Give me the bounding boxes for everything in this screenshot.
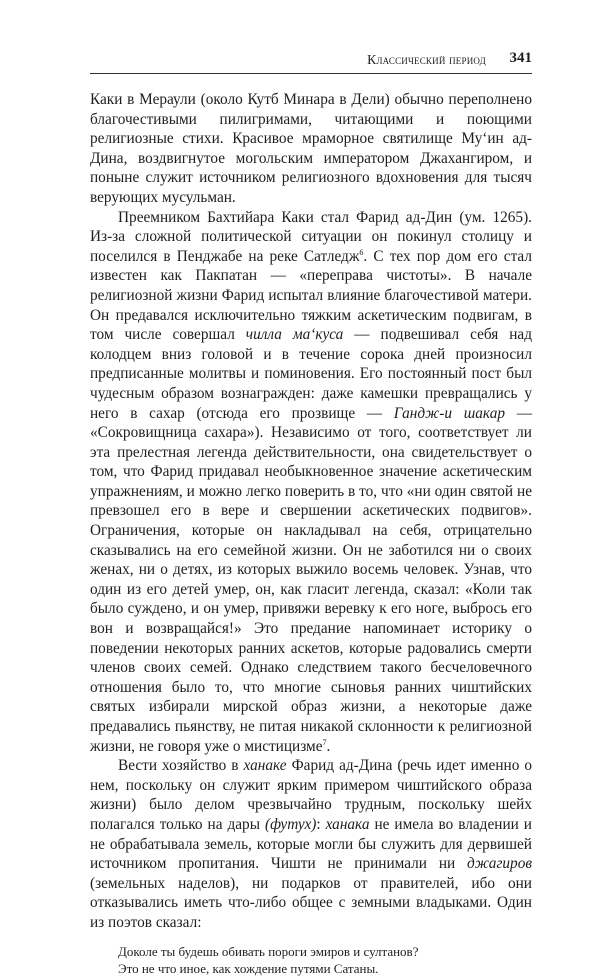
italic-term: джагиров: [467, 855, 532, 873]
italic-term: ханаке: [243, 757, 287, 775]
page-number: 341: [509, 50, 532, 66]
running-head: Классический период: [367, 52, 486, 67]
paragraph-2: Преемником Бахтийара Каки стал Фарид ад-Дин (ум. 1265). Из-за сложной политической ситуации он покинул столицу и поселился в Пенджабе на реке Сатледж$^6$. С тех пор дом его стал известен как Пакпатан — «переправа чистоты». В начале религиозной жизни Фарид испытал влияние благочестивой матери. Он предавался исключительно тяжким аскетическим подвигам, в том числе совершал чилла ма‘куса — подвешивал себя над колодцем вниз головой и в течение сорока дней произносил предписанные молитвы и поминовения. Его постоянный пост был чудесным образом вознагражден: даже камешки превращались у него в сахар (отсюда его прозвище — Гандж-и шакар — «Сокровищница сахара»). Независимо от того, соответствует ли эта прелестная легенда действительности, она свидетельствует о том, что Фарид придавал необыкновенное значение аскетическим упражнениям, и можно легко поверить в то, что «ни один святой не превзошел его в вере и свершении аскетических подвигов». Ограничения, которые он накладывал на себя, отрицательно сказывались на его семейной жизни. Он не заботился ни о своих женах, ни о детях, из которых выжило восемь человек. Узнав, что один из его детей умер, он, как гласит легенда, сказал: «Коли так было суждено, и он умер, привяжи веревку к его ноге, выбрось его вон и возвращайся!» Это предание напоминает историку о поведении некоторых ранних аскетов, которые радовались смерти членов своих семей. Однако следствием такого бесчеловечного отношения было то, что многие сыновья ранних чиштийских святых избирали мирской образ жизни, а некоторые даже предавались пьянству, не питая никакой склонности к религиозной жизни, не говоря уже о мистицизме$^7$.: [90, 208, 533, 755]
italic-term: чилла ма‘куса: [245, 326, 344, 344]
main-text: [90, 90, 532, 978]
italic-term: ханака: [325, 815, 370, 833]
paragraph-1: Каки в Мераули (около Кутб Минара в Дели) обычно переполнено благочестивыми пилигримами, читающими и поющими религиозные стихи. Красивое мраморное святилище Му‘ин ад-Дина, воздвигнутое могольским императором Джахангиром, и поныне служит источником религиозного вдохновения для тысяч верующих мусульман.: [90, 91, 532, 206]
verse-line-2: Это не что иное, как хождение путями Сатаны.: [118, 961, 379, 977]
verse-quote: [118, 943, 532, 978]
paragraph-3: Вести хозяйство в ханаке Фарид ад-Дина (речь идет именно о нем, поскольку он служит ярким примером чиштийского образа жизни) было делом чрезвычайно трудным, поскольку шейх полагался только на дары (футух): ханака не имела во владении и не обрабатывала земель, которые могли бы служить для дервишей источником пропитания. Чишти не принимали ни джагиров (земельных наделов), ни подарков от правителей, ибо они отказывались иметь что-либо общее с земными владыками. Один из поэтов сказал:: [90, 757, 533, 931]
italic-term: (футух): [264, 815, 317, 833]
italic-term: Гандж-и шакар: [393, 404, 506, 422]
footnote-ref[interactable]: 7: [322, 737, 327, 747]
footnote-ref[interactable]: 6: [359, 247, 364, 257]
page-header: [90, 51, 532, 74]
verse-line-1: Доколе ты будешь обивать пороги эмиров и султанов?: [118, 943, 419, 959]
